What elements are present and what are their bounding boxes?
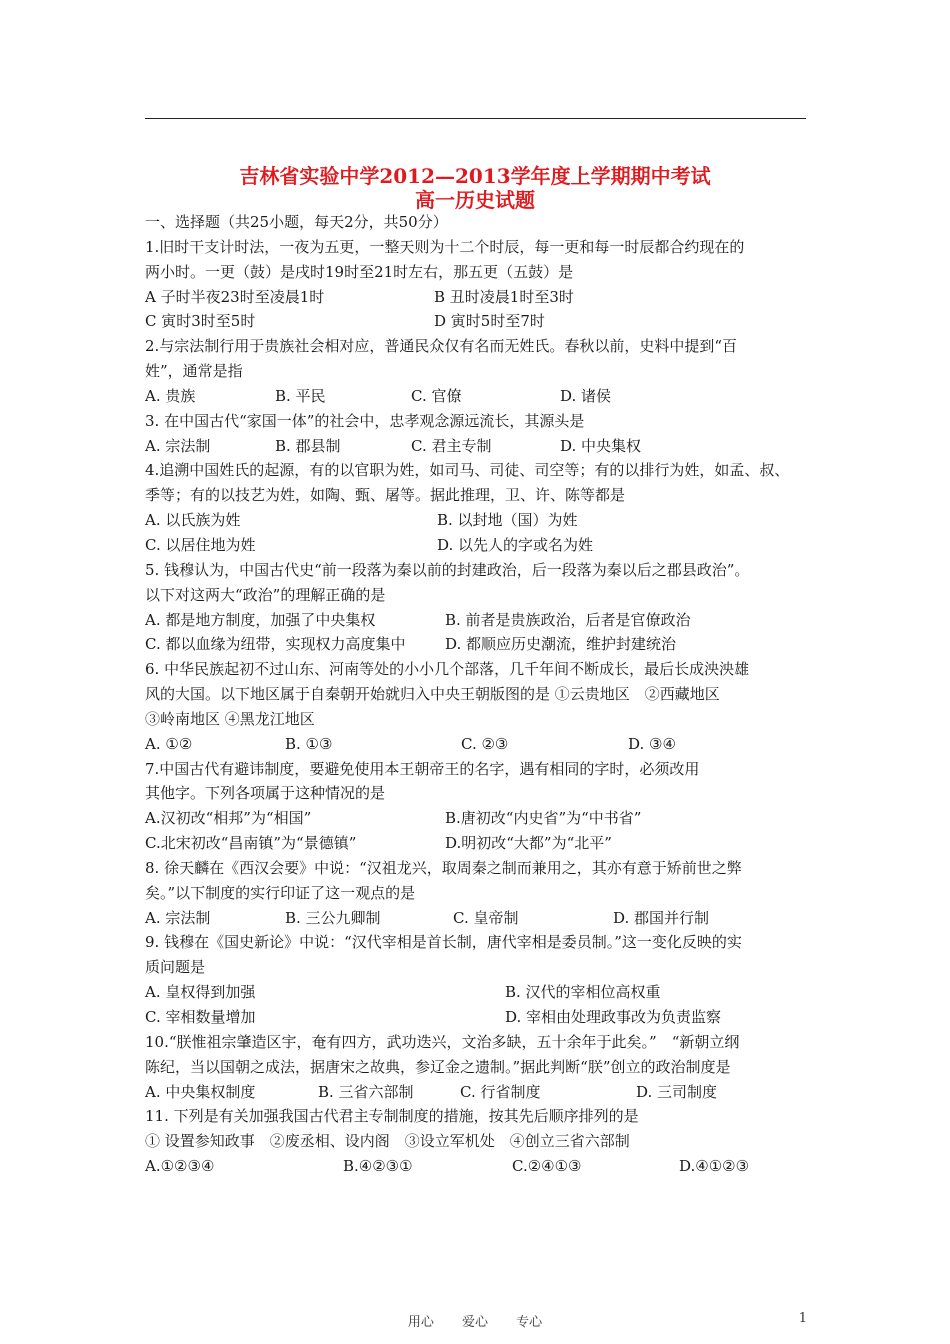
header-rule xyxy=(145,118,806,119)
option-a: A. ①② xyxy=(145,734,193,753)
option-c: C.②④①③ xyxy=(512,1157,582,1176)
exam-subtitle: 高一历史试题 xyxy=(415,188,535,212)
option-b: B. 三公九卿制 xyxy=(285,908,381,927)
option-c: C. 官僚 xyxy=(411,386,462,405)
option-d: D. 以先人的字或名为姓 xyxy=(437,535,594,554)
option-d: D.明初改“大都”为“北平” xyxy=(445,834,612,853)
option-b: B.唐初改“内史省”为“中书省” xyxy=(445,809,642,828)
option-c: C. 都以血缘为纽带，实现权力高度集中 xyxy=(145,635,406,654)
option-a: A.①②③④ xyxy=(145,1157,215,1176)
question-stem: 8. 徐天麟在《西汉会要》中说：“汉祖龙兴，取周秦之制而兼用之，其亦有意于矫前世之弊 xyxy=(145,858,742,877)
option-a: A. 以氏族为姓 xyxy=(145,511,241,530)
question-stem: 两小时。一更（鼓）是戌时19时至21时左右，那五更（五鼓）是 xyxy=(145,262,574,281)
question-stem: 其他字。下列各项属于这种情况的是 xyxy=(145,784,386,803)
option-row xyxy=(145,384,815,409)
question-stem: 风的大国。以下地区属于自秦朝开始就归入中央王朝版图的是 ①云贵地区 ②西藏地区 xyxy=(145,685,720,704)
option-d: D. 郡国并行制 xyxy=(613,908,710,927)
exam-body xyxy=(145,210,815,1179)
option-row xyxy=(145,1005,815,1030)
option-row xyxy=(145,608,815,633)
exam-title: 吉林省实验中学2012—2013学年度上学期期中考试 xyxy=(239,164,711,188)
question-stem: 2.与宗法制行用于贵族社会相对应，普通民众仅有名而无姓氏。春秋以前，史料中提到“百 xyxy=(145,337,737,356)
option-a: A.汉初改“相邦”为“相国” xyxy=(145,809,312,828)
option-b: B.④②③① xyxy=(343,1157,413,1176)
question-stem: 1.旧时干支计时法，一夜为五更，一整天则为十二个时辰，每一更和每一时辰都合约现在的 xyxy=(145,237,745,256)
option-b: B. ①③ xyxy=(285,734,333,753)
question-stem: 3. 在中国古代“家国一体”的社会中，忠孝观念源远流长，其源头是 xyxy=(145,411,585,430)
option-c: C. 以居住地为姓 xyxy=(145,535,256,554)
option-row xyxy=(145,533,815,558)
question-stem: 陈纪，当以国朝之成法，据唐宋之故典，参辽金之遗制。”据此判断“朕”创立的政治制度是 xyxy=(145,1057,731,1076)
option-row xyxy=(145,906,815,931)
option-a: A. 贵族 xyxy=(145,386,196,405)
question-stem: 10.“朕惟祖宗肇造区宇，奄有四方，武功迭兴，文治多缺，五十余年于此矣。” “新朝立纲 xyxy=(145,1032,740,1051)
option-d: D 寅时5时至7时 xyxy=(434,312,545,331)
option-c: C 寅时3时至5时 xyxy=(145,312,256,331)
option-row xyxy=(145,980,815,1005)
option-b: B. 以封地（国）为姓 xyxy=(437,511,578,530)
footer-motto: 用心 爱心 专心 xyxy=(407,1315,543,1330)
option-a: A. 宗法制 xyxy=(145,908,211,927)
question-stem: 6. 中华民族起初不过山东、河南等处的小小几个部落，几千年间不断成长，最后长成泱泱雄 xyxy=(145,660,750,679)
question-stem: 11. 下列是有关加强我国古代君主专制制度的措施，按其先后顺序排列的是 xyxy=(145,1107,639,1126)
option-row xyxy=(145,309,815,334)
question-stem: 7.中国古代有避讳制度，要避免使用本王朝帝王的名字，遇有相同的字时，必须改用 xyxy=(145,759,700,778)
option-a: A. 宗法制 xyxy=(145,436,211,455)
option-b: B. 郡县制 xyxy=(275,436,341,455)
question-stem: 以下对这两大“政治”的理解正确的是 xyxy=(145,585,386,604)
option-a: A. 都是地方制度，加强了中央集权 xyxy=(145,610,376,629)
option-d: D. ③④ xyxy=(628,734,676,753)
option-row xyxy=(145,732,815,757)
section-heading: 一、选择题（共25小题，每天2分，共50分） xyxy=(145,213,448,231)
option-c: C. 行省制度 xyxy=(460,1082,541,1101)
option-d: D. 都顺应历史潮流，维护封建统治 xyxy=(445,635,677,654)
question-stem: ③岭南地区 ④黑龙江地区 xyxy=(145,709,315,728)
option-d: D.④①②③ xyxy=(679,1157,750,1176)
option-c: C. 皇帝制 xyxy=(453,908,519,927)
question-stem: 4.追溯中国姓氏的起源，有的以官职为姓，如司马、司徒、司空等；有的以排行为姓，如孟、叔、 xyxy=(145,461,790,480)
option-b: B 丑时凌晨1时至3时 xyxy=(434,287,574,306)
option-b: B. 前者是贵族政治，后者是官僚政治 xyxy=(445,610,691,629)
option-row xyxy=(145,1080,815,1105)
option-c: C. 宰相数量增加 xyxy=(145,1008,256,1026)
question-stem: 5. 钱穆认为，中国古代史“前一段落为秦以前的封建政治，后一段落为秦以后之郡县政治”。 xyxy=(145,560,750,579)
option-c: C. 君主专制 xyxy=(411,436,492,455)
option-a: A. 中央集权制度 xyxy=(145,1082,256,1101)
option-d: D. 诸侯 xyxy=(560,386,612,405)
option-a: A 子时半夜23时至凌晨1时 xyxy=(145,287,325,306)
question-stem: 季等；有的以技艺为姓，如陶、甄、屠等。据此推理，卫、许、陈等都是 xyxy=(145,486,626,505)
option-a: A. 皇权得到加强 xyxy=(145,983,256,1002)
option-row xyxy=(145,806,815,831)
option-d: D. 中央集权 xyxy=(560,436,642,455)
question-stem: ① 设置参知政事 ②废丞相、设内阁 ③设立军机处 ④创立三省六部制 xyxy=(145,1132,630,1151)
option-b: B. 平民 xyxy=(275,386,326,405)
option-row xyxy=(145,632,815,657)
option-row xyxy=(145,831,815,856)
option-row xyxy=(145,434,815,459)
option-c: C.北宋初改“昌南镇”为“景德镇” xyxy=(145,834,357,853)
option-c: C. ②③ xyxy=(461,734,509,753)
question-stem: 姓”，通常是指 xyxy=(145,362,243,381)
question-stem: 9. 钱穆在《国史新论》中说：“汉代宰相是首长制，唐代宰相是委员制。”这一变化反映的实 xyxy=(145,933,742,952)
option-b: B. 汉代的宰相位高权重 xyxy=(505,983,661,1002)
option-row xyxy=(145,508,815,533)
option-row xyxy=(145,1154,815,1179)
option-d: D. 三司制度 xyxy=(636,1082,718,1101)
question-stem: 矣。”以下制度的实行印证了这一观点的是 xyxy=(145,883,416,902)
option-d: D. 宰相由处理政事改为负责监察 xyxy=(505,1008,722,1026)
page-number: 1 xyxy=(798,1311,807,1326)
option-b: B. 三省六部制 xyxy=(318,1082,414,1101)
question-stem: 质问题是 xyxy=(145,958,206,977)
option-row xyxy=(145,285,815,310)
